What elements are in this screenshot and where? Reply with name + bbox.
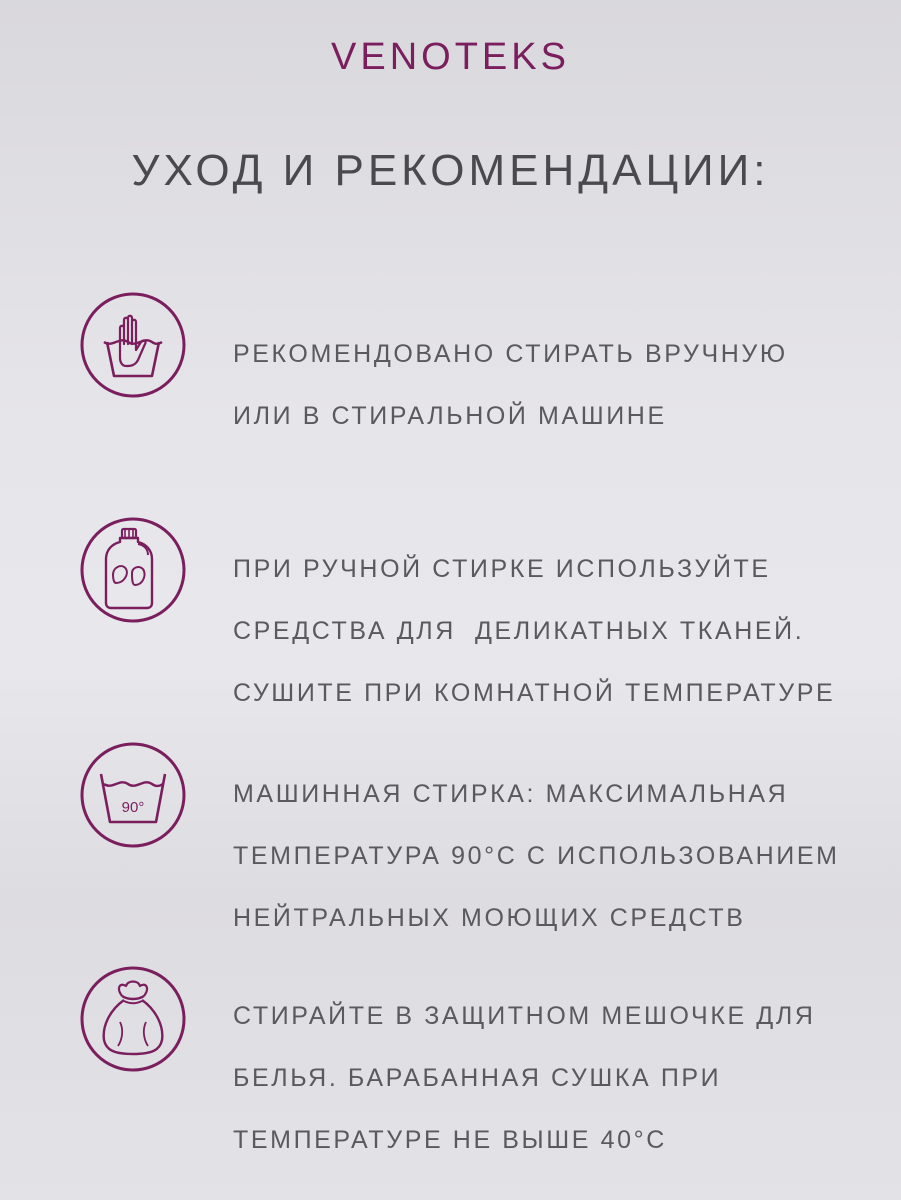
text-line: НЕЙТРАЛЬНЫХ МОЮЩИХ СРЕДСТВ — [233, 904, 746, 932]
text-line: БЕЛЬЯ. БАРАБАННАЯ СУШКА ПРИ — [233, 1064, 722, 1092]
text-line: ИЛИ В СТИРАЛЬНОЙ МАШИНЕ — [233, 402, 667, 430]
text-line: СТИРАЙТЕ В ЗАЩИТНОМ МЕШОЧКЕ ДЛЯ — [233, 1002, 816, 1030]
laundry-bag-icon — [80, 966, 186, 1072]
care-item-text — [233, 523, 873, 740]
care-item-text — [233, 970, 873, 1187]
care-item-text — [233, 308, 873, 463]
text-line: СУШИТЕ ПРИ КОМНАТНОЙ ТЕМПЕРАТУРЕ — [233, 679, 836, 707]
page-title: УХОД И РЕКОМЕНДАЦИИ: — [131, 146, 770, 195]
text-line: СРЕДСТВА ДЛЯ ДЕЛИКАТНЫХ ТКАНЕЙ. — [233, 617, 805, 645]
brand-logo: VENOTEKS — [331, 36, 570, 78]
text-line: ПРИ РУЧНОЙ СТИРКЕ ИСПОЛЬЗУЙТЕ — [233, 555, 771, 583]
hand-wash-icon — [80, 292, 186, 398]
machine-wash-90-icon — [80, 742, 186, 848]
text-line: ТЕМПЕРАТУРА 90°С С ИСПОЛЬЗОВАНИЕМ — [233, 842, 840, 870]
detergent-bottle-icon — [80, 517, 186, 623]
text-line: РЕКОМЕНДОВАНО СТИРАТЬ ВРУЧНУЮ — [233, 340, 788, 368]
wash-temperature-label: 90° — [121, 799, 145, 816]
text-line: ТЕМПЕРАТУРЕ НЕ ВЫШЕ 40°С — [233, 1126, 667, 1154]
text-line: МАШИННАЯ СТИРКА: МАКСИМАЛЬНАЯ — [233, 780, 789, 808]
care-item-text — [233, 748, 873, 965]
